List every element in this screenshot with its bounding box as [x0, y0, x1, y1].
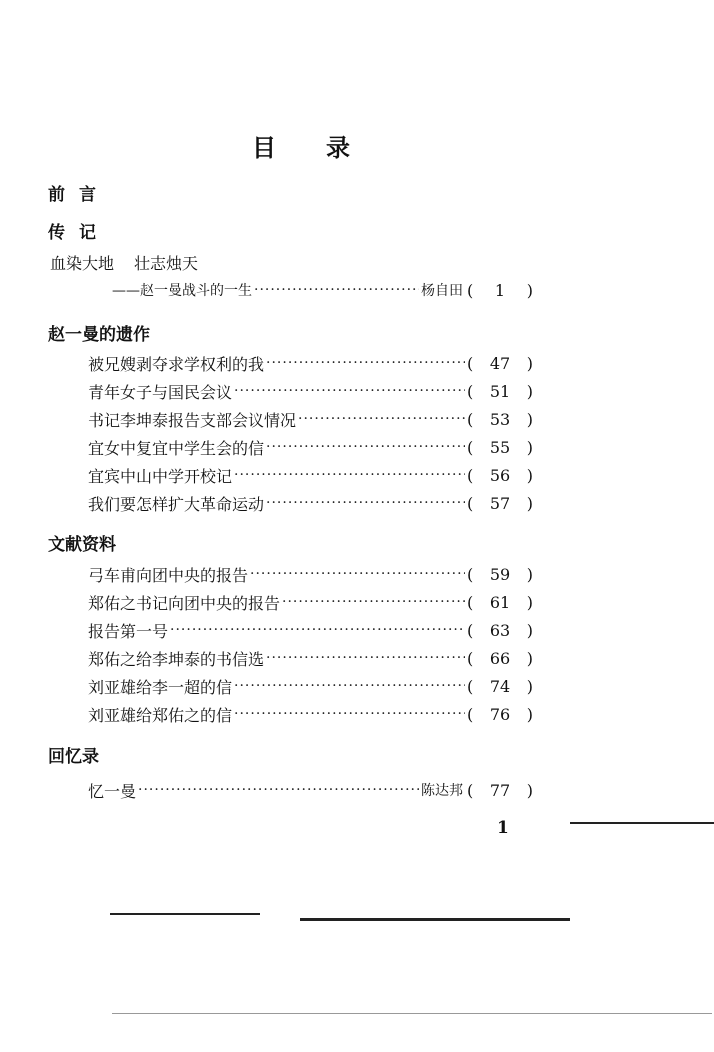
- toc-entry-documents-1[interactable]: [88, 562, 533, 586]
- toc-entry-works-4[interactable]: [88, 435, 533, 459]
- leader-dots: [266, 650, 465, 666]
- toc-entry-documents-4[interactable]: [88, 646, 533, 670]
- page-number: 77: [489, 780, 511, 800]
- entry-title: 宜女中复宜中学生会的信: [88, 438, 265, 458]
- toc-entry-documents-5[interactable]: [88, 674, 533, 698]
- page-ref: ( 76 ): [467, 704, 533, 724]
- leader-dots: [170, 622, 465, 638]
- entry-title: 郑佑之书记向团中央的报告: [88, 593, 281, 613]
- page-ref: ( 56 ): [467, 465, 533, 485]
- page-number: 76: [489, 704, 511, 724]
- entry-title: 宜宾中山中学开校记: [88, 466, 233, 486]
- section-memoirs: 回忆录: [48, 747, 99, 767]
- title-char-2: 录: [326, 134, 350, 162]
- page-title: [252, 128, 350, 163]
- leader-dots: [266, 495, 465, 511]
- section-biography: 传记: [48, 223, 110, 243]
- entry-title: 弓车甫向团中央的报告: [88, 565, 249, 585]
- page-ref: ( 66 ): [467, 648, 533, 668]
- page-number: 59: [489, 564, 511, 584]
- toc-entry-works-1[interactable]: [88, 351, 533, 375]
- entry-title: 青年女子与国民会议: [88, 382, 233, 402]
- toc-entry-documents-6[interactable]: [88, 702, 533, 726]
- entry-title: 忆一曼: [88, 781, 137, 801]
- page-number: 61: [489, 592, 511, 612]
- leader-dots: [266, 355, 465, 371]
- headline-part-1: 血染大地: [50, 254, 115, 273]
- entry-title: 郑佑之给李坤泰的书信选: [88, 649, 265, 669]
- page-number: 55: [489, 437, 511, 457]
- page-ref: ( 51 ): [467, 381, 533, 401]
- page-ref: ( 55 ): [467, 437, 533, 457]
- biography-headline: [50, 251, 198, 274]
- leader-dots: [234, 706, 465, 722]
- page-number: 74: [489, 676, 511, 696]
- page-number: 53: [489, 409, 511, 429]
- leader-dots: [234, 678, 465, 694]
- title-char-1: 目: [252, 134, 276, 162]
- entry-title: 书记李坤泰报告支部会议情况: [88, 410, 297, 430]
- leader-dots: [234, 383, 465, 399]
- entry-author: 杨自田: [421, 283, 463, 299]
- entry-title: 刘亚雄给李一超的信: [88, 677, 233, 697]
- page-number: 63: [489, 620, 511, 640]
- toc-entry-works-3[interactable]: [88, 407, 533, 431]
- leader-dots: [266, 439, 465, 455]
- page-bottom-edge: [112, 1013, 712, 1014]
- toc-entry-works-5[interactable]: [88, 463, 533, 487]
- page-ref: ( 63 ): [467, 620, 533, 640]
- scan-line-left: [110, 913, 260, 915]
- page-number: 51: [489, 381, 511, 401]
- leader-dots: [250, 566, 465, 582]
- leader-dots: [234, 467, 465, 483]
- entry-title: 报告第一号: [88, 621, 169, 641]
- toc-entry-documents-2[interactable]: [88, 590, 533, 614]
- page-number: 57: [489, 493, 511, 513]
- scan-line-right: [570, 822, 714, 824]
- page-ref: ( 57 ): [467, 493, 533, 513]
- leader-dots: [298, 411, 465, 427]
- leader-dots: [138, 782, 419, 798]
- section-works: 赵一曼的遗作: [48, 325, 150, 345]
- page-ref: ( 61 ): [467, 592, 533, 612]
- entry-title: 我们要怎样扩大革命运动: [88, 494, 265, 514]
- leader-dots: [254, 282, 419, 298]
- page-ref: ( 47 ): [467, 353, 533, 373]
- page-ref: ( 53 ): [467, 409, 533, 429]
- toc-entry-biography[interactable]: [112, 278, 533, 302]
- toc-entry-works-2[interactable]: [88, 379, 533, 403]
- page-number: 47: [489, 353, 511, 373]
- section-documents: 文献资料: [48, 535, 116, 555]
- page-ref: ( 74 ): [467, 676, 533, 696]
- page-ref: ( 77 ): [467, 780, 533, 800]
- page-number: 56: [489, 465, 511, 485]
- toc-entry-documents-3[interactable]: [88, 618, 533, 642]
- section-preface[interactable]: 前言: [48, 185, 110, 205]
- entry-author: 陈达邦: [421, 783, 463, 799]
- toc-entry-works-6[interactable]: [88, 491, 533, 515]
- leader-dots: [282, 594, 465, 610]
- headline-part-2: 壮志烛天: [134, 254, 199, 273]
- page-ref: ( 59 ): [467, 564, 533, 584]
- page-number: 1: [494, 280, 506, 300]
- page-ref: ( 1 ): [467, 280, 533, 300]
- scan-line-middle: [300, 918, 570, 921]
- page-number: 66: [489, 648, 511, 668]
- entry-title: 刘亚雄给郑佑之的信: [88, 705, 233, 725]
- page-number-footer: 1: [497, 818, 509, 838]
- entry-title: ——赵一曼战斗的一生: [112, 283, 252, 299]
- entry-title: 被兄嫂剥夺求学权利的我: [88, 354, 265, 374]
- toc-entry-memoir[interactable]: [88, 778, 533, 802]
